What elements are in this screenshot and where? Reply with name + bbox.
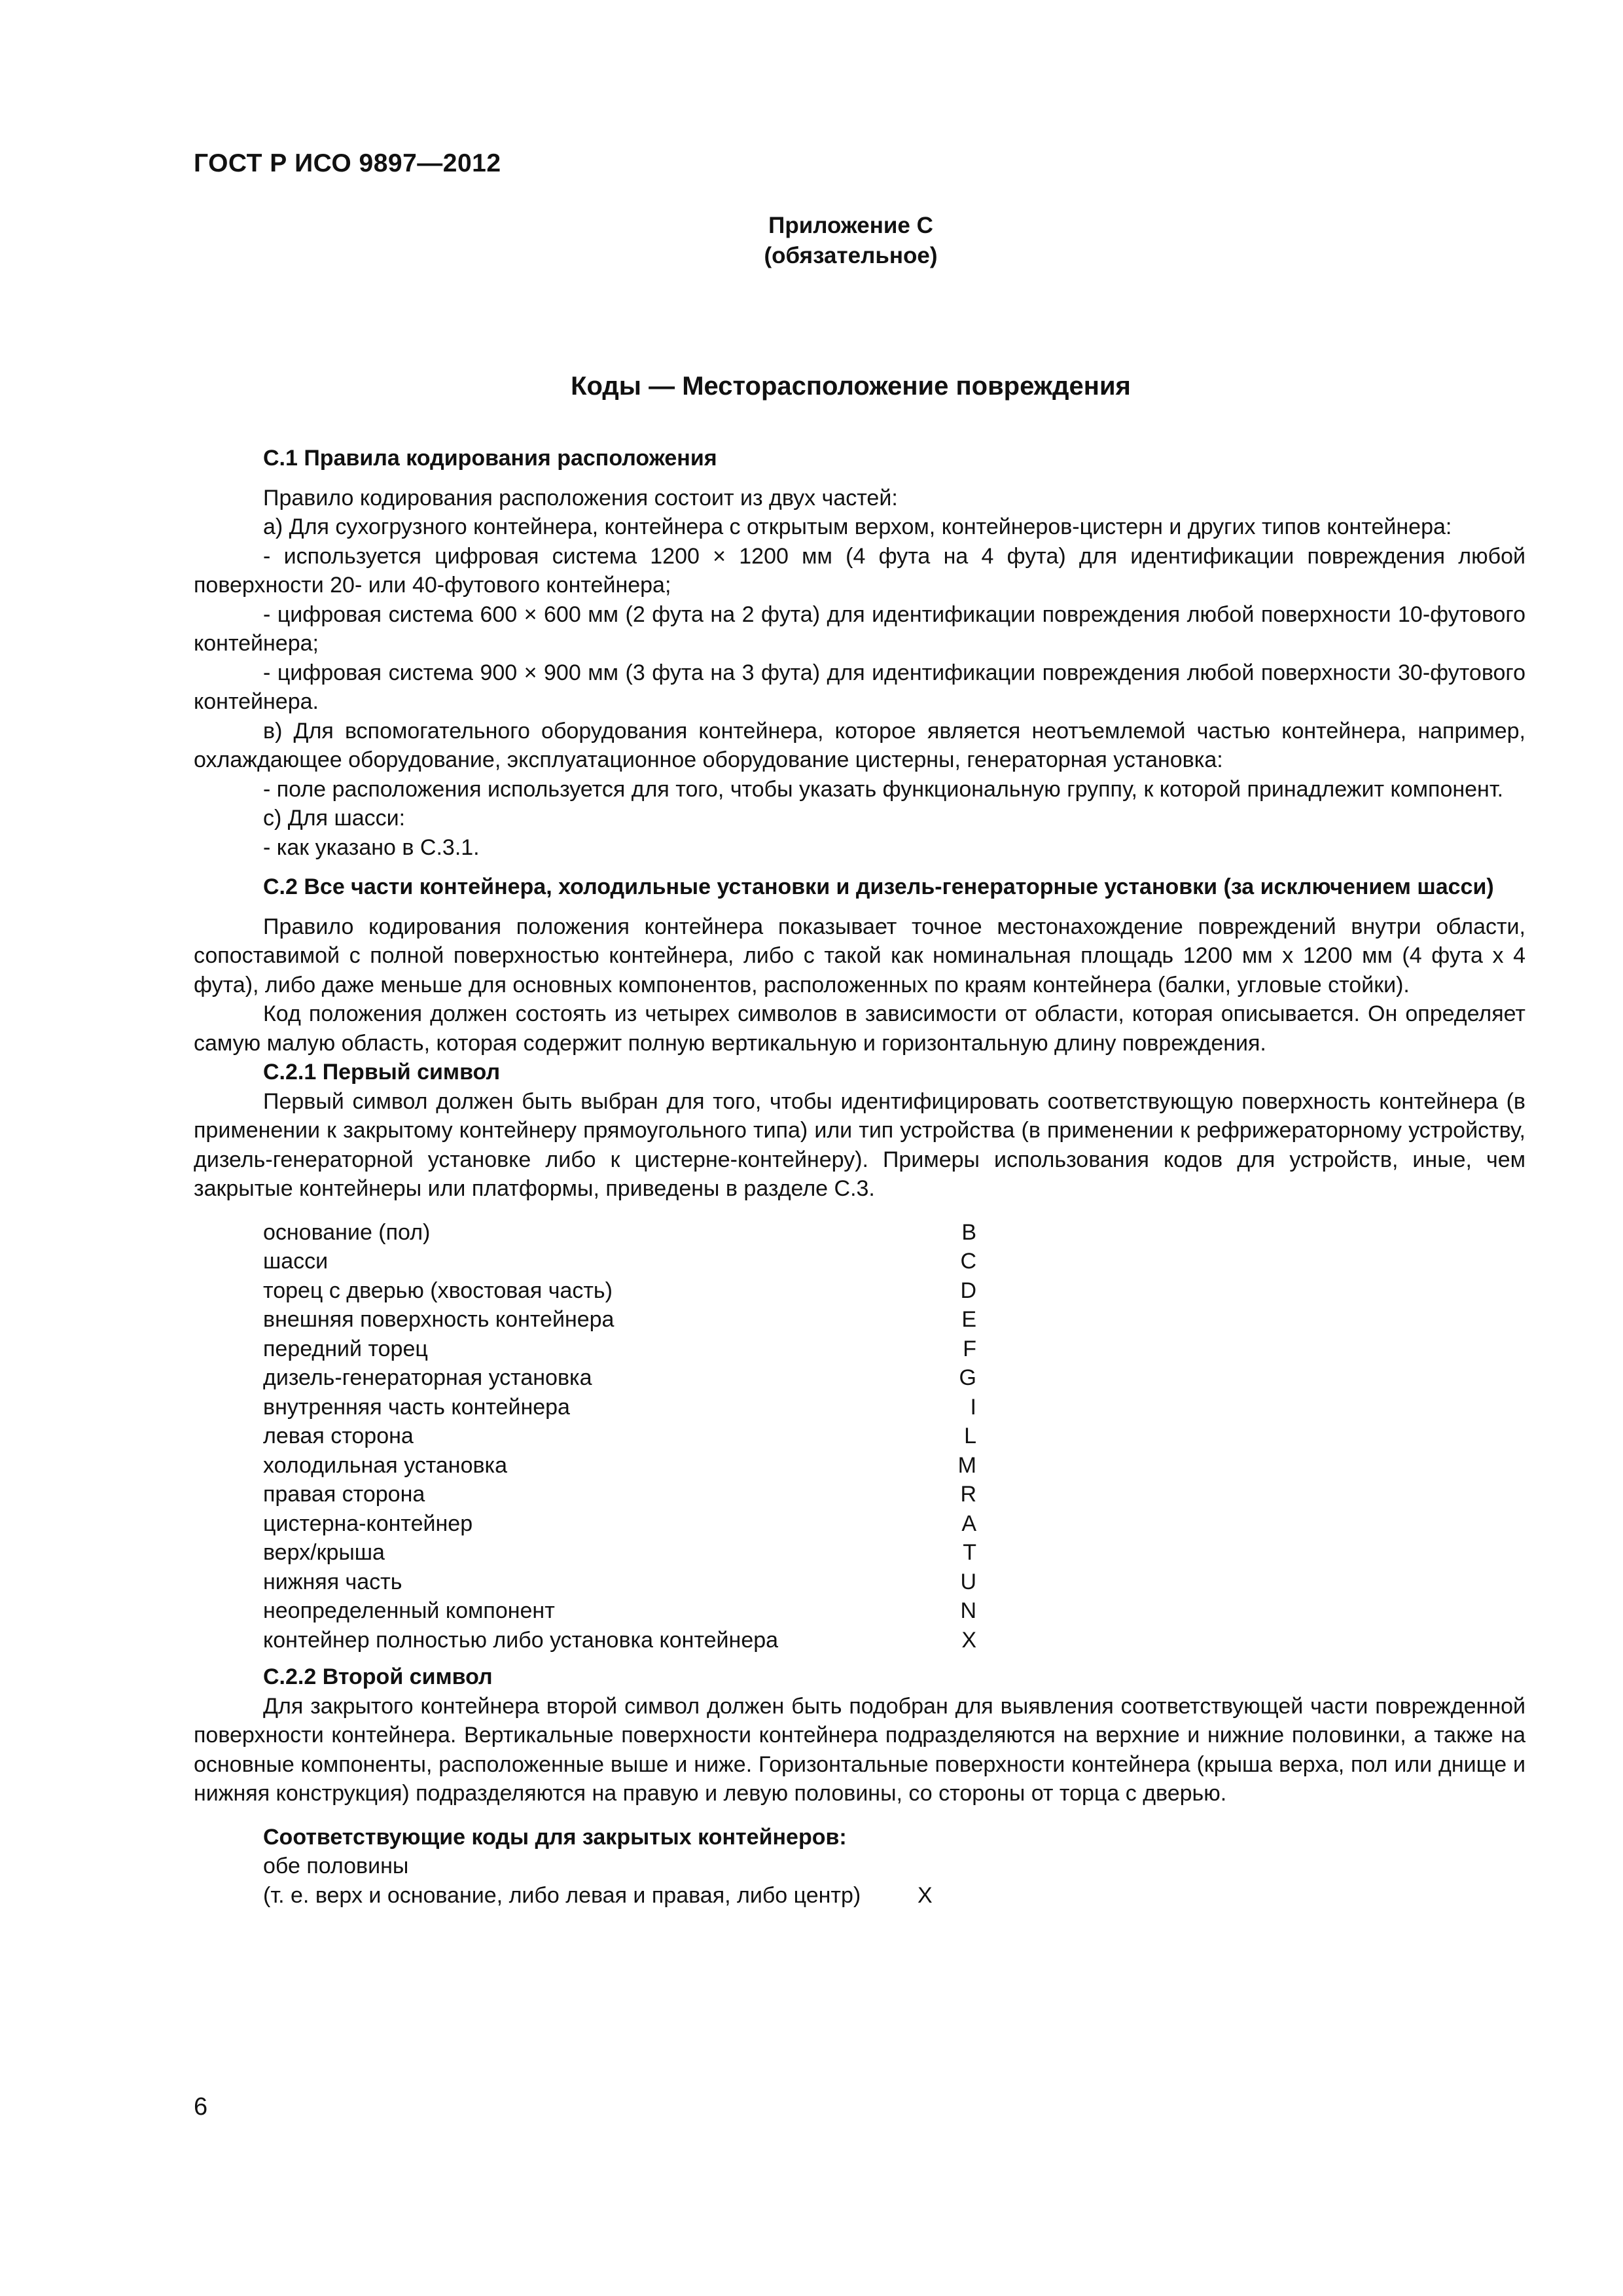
code-name: передний торец	[263, 1336, 428, 1361]
standard-number: ГОСТ Р ИСО 9897—2012	[194, 149, 501, 177]
code-name: (т. е. верх и основание, либо левая и правая, либо центр)	[263, 1882, 861, 1908]
section-heading-c21: С.2.1 Первый символ	[263, 1060, 501, 1085]
code-name: внутренняя часть контейнера	[263, 1394, 570, 1420]
code-name: шасси	[263, 1249, 329, 1274]
code-name: торец с дверью (хвостовая часть)	[263, 1278, 613, 1303]
paragraph: a) Для сухогрузного контейнера, контейнера с открытым верхом, контейнеров-цистерн и других типов контейнера:	[263, 514, 1452, 539]
paragraph: Правило кодирования положения контейнера показывает точное местонахождение повреждений внутри области, сопоставимой с полной поверхностью контейнера, либо с такой как номинальная площадь 1200 мм х 1200 мм (4 фута х 4 фута), либо даже меньше для основных компонентов, расположенных по краям контейнера (балки, угловые стойки).	[194, 914, 1525, 997]
paragraph: Для закрытого контейнера второй символ должен быть подобран для выявления соответствующей части поврежденной поверхности контейнера. Вертикальные поверхности контейнера подразделяются на верхние и нижние половинки, а также на основные компоненты, расположенные выше и ниже. Горизонтальные поверхности контейнера (крыша верха, пол или днище и нижняя конструкция) подразделяются на правую и левую половины, со стороны от торца с дверью.	[194, 1693, 1525, 1806]
paragraph: с) Для шасси:	[263, 806, 406, 831]
list-item: - цифровая система 900 × 900 мм (3 фута на 3 фута) для идентификации повреждения любой поверхности 30-футового контейнера.	[194, 660, 1525, 714]
code-letter: F	[963, 1336, 976, 1361]
code-letter: N	[960, 1598, 976, 1623]
code-letter: L	[964, 1424, 976, 1448]
code-letter: M	[957, 1452, 976, 1478]
code-row	[263, 1218, 1525, 1247]
code-letter: X	[961, 1627, 976, 1653]
code-letter: C	[960, 1249, 976, 1274]
paragraph: Первый символ должен быть выбран для того, чтобы идентифицировать соответствующую поверхность контейнера (в применении к закрытому контейнеру прямоугольного типа) или тип устройства (в применении к рефрижераторному устройству, дизель-генераторной установке либо к цистерне-контейнеру). Примеры использования кодов для устройств, иные, чем закрытые контейнеры или платформы, приведены в разделе С.3.	[194, 1088, 1525, 1201]
section-heading-c2: С.2 Все части контейнера, холодильные установки и дизель-генераторные установки (за исключением шасси)	[263, 874, 1494, 899]
code-row	[263, 1480, 1525, 1509]
page-number: 6	[194, 2093, 208, 2121]
code-row	[263, 1568, 1525, 1597]
code-row	[263, 1335, 1525, 1364]
code-row	[263, 1247, 1525, 1276]
section-heading-c1: С.1 Правила кодирования расположения	[263, 446, 717, 471]
code-letter: B	[961, 1219, 976, 1245]
code-name: цистерна-контейнер	[263, 1511, 473, 1536]
code-row	[263, 1422, 1525, 1451]
code-letter: G	[959, 1365, 976, 1390]
code-name: внешняя поверхность контейнера	[263, 1307, 615, 1332]
page-title: Коды — Месторасположение повреждения	[571, 372, 1131, 401]
appendix-label: Приложение С	[768, 213, 933, 238]
code-name: правая сторона	[263, 1482, 425, 1507]
code-letter: I	[970, 1394, 976, 1420]
code-name: нижняя часть	[263, 1569, 402, 1594]
section-heading-c22: С.2.2 Второй символ	[263, 1664, 493, 1689]
code-row	[263, 1509, 1525, 1539]
code-row	[263, 1626, 1525, 1655]
code-name: дизель-генераторная установка	[263, 1365, 592, 1390]
paragraph: обе половины	[263, 1854, 409, 1878]
list-item: - как указано в С.3.1.	[263, 834, 480, 860]
code-row	[263, 1276, 1525, 1306]
code-row	[263, 1451, 1525, 1480]
code-row	[263, 1538, 1525, 1568]
code-row	[263, 1363, 1525, 1393]
code-name: основание (пол)	[263, 1219, 431, 1245]
code-name: холодильная установка	[263, 1452, 508, 1478]
code-row	[263, 1305, 1525, 1335]
code-row	[194, 1881, 1525, 1910]
code-letter: T	[963, 1540, 976, 1565]
list-item: - используется цифровая система 1200 × 1200 мм (4 фута на 4 фута) для идентификации повреждения любой поверхности 20- или 40-футового контейнера;	[194, 543, 1525, 598]
appendix-status: (обязательное)	[764, 243, 938, 268]
code-letter: R	[960, 1482, 976, 1507]
code-row	[263, 1393, 1525, 1422]
code-letter: D	[960, 1278, 976, 1303]
document-body	[194, 444, 1525, 1910]
paragraph: в) Для вспомогательного оборудования контейнера, которое является неотъемлемой частью контейнера, например, охлаждающее оборудование, эксплуатационное оборудование цистерны, генераторная установка:	[194, 718, 1525, 772]
code-name: контейнер полностью либо установка контейнера	[263, 1627, 779, 1653]
code-name: левая сторона	[263, 1424, 414, 1448]
code-row	[263, 1596, 1525, 1626]
codes-heading: Соответствующие коды для закрытых контейнеров:	[263, 1824, 847, 1850]
list-item: - поле расположения используется для того, чтобы указать функциональную группу, к которой принадлежит компонент.	[263, 776, 1504, 802]
code-name: верх/крыша	[263, 1540, 385, 1565]
code-letter: A	[961, 1511, 976, 1536]
paragraph: Правило кодирования расположения состоит из двух частей:	[263, 485, 898, 511]
paragraph: Код положения должен состоять из четырех символов в зависимости от области, которая описывается. Он определяет самую малую область, которая содержит полную вертикальную и горизонтальную длину повреждения.	[194, 1001, 1525, 1056]
list-item: - цифровая система 600 × 600 мм (2 фута на 2 фута) для идентификации повреждения любой поверхности 10-футового контейнера;	[194, 601, 1525, 656]
code-letter: E	[961, 1307, 976, 1332]
code-letter: U	[960, 1569, 976, 1594]
code-list	[194, 1218, 1525, 1655]
code-letter: X	[918, 1882, 933, 1908]
code-name: неопределенный компонент	[263, 1598, 555, 1623]
